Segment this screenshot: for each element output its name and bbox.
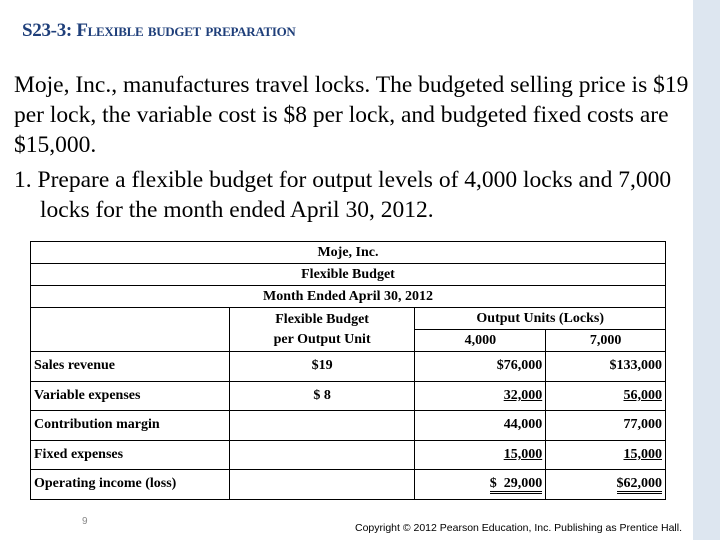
value-7000: 56,000 (623, 387, 662, 403)
value-7000-cell (546, 440, 666, 470)
copyright-notice: Copyright © 2012 Pearson Education, Inc. Publishing as Prentice Hall. (354, 522, 682, 534)
value-7000: $133,000 (546, 352, 666, 382)
value-4000: 32,000 (503, 387, 543, 403)
table-row-operating-income (31, 470, 666, 500)
page-number: 9 (82, 516, 88, 527)
value-7000: 77,000 (546, 411, 666, 441)
value-7000-cell (546, 381, 666, 411)
question-1: 1. Prepare a flexible budget for output levels of 4,000 locks and 7,000 locks for the month ended April 30, 2012. (14, 167, 672, 223)
col-7000-header: 7,000 (546, 330, 666, 352)
right-decorative-bar (693, 0, 720, 540)
row-label: Fixed expenses (31, 440, 230, 470)
value-7000: $62,000 (617, 476, 663, 494)
value-4000-cell (415, 470, 546, 500)
table-row-fixed-expenses (31, 440, 666, 470)
table-header-period (31, 286, 666, 308)
per-unit-value: $19 (229, 352, 415, 382)
table-row-sales-revenue (31, 352, 666, 382)
per-unit-value (229, 470, 415, 500)
per-unit-header-line1: Flexible Budget (275, 311, 369, 327)
value-4000-cell (415, 381, 546, 411)
flexible-budget-table (30, 241, 666, 500)
value-4000: 44,000 (415, 411, 546, 441)
row-label: Sales revenue (31, 352, 230, 382)
per-unit-value (229, 411, 415, 441)
slide-title: S23-3: Flexible budget preparation (22, 20, 296, 41)
company-name: Moje, Inc. (31, 242, 666, 264)
problem-paragraph: Moje, Inc., manufactures travel locks. The budgeted selling price is $19 per lock, the variable cost is $8 per lock, and budgeted fixed costs are $15,000. (14, 72, 689, 158)
table-row-contribution-margin (31, 411, 666, 441)
value-7000-cell (546, 470, 666, 500)
table-row-variable-expenses (31, 381, 666, 411)
per-unit-value: $ 8 (229, 381, 415, 411)
output-units-header: Output Units (Locks) (415, 308, 666, 330)
table-header-report (31, 264, 666, 286)
row-label: Variable expenses (31, 381, 230, 411)
row-label: Contribution margin (31, 411, 230, 441)
per-unit-header-line2: per Output Unit (273, 331, 371, 347)
per-unit-header (229, 308, 415, 352)
value-4000-cell (415, 440, 546, 470)
report-name: Flexible Budget (31, 264, 666, 286)
value-4000: $76,000 (415, 352, 546, 382)
value-4000: $ 29,000 (490, 476, 543, 494)
table-header-company (31, 242, 666, 264)
value-4000: 15,000 (503, 446, 543, 462)
col-4000-header: 4,000 (415, 330, 546, 352)
column-header-row-1 (31, 308, 666, 330)
blank-header-cell (31, 308, 230, 352)
row-label: Operating income (loss) (31, 470, 230, 500)
report-period: Month Ended April 30, 2012 (31, 286, 666, 308)
per-unit-value (229, 440, 415, 470)
problem-text (14, 70, 694, 225)
value-7000: 15,000 (623, 446, 662, 462)
